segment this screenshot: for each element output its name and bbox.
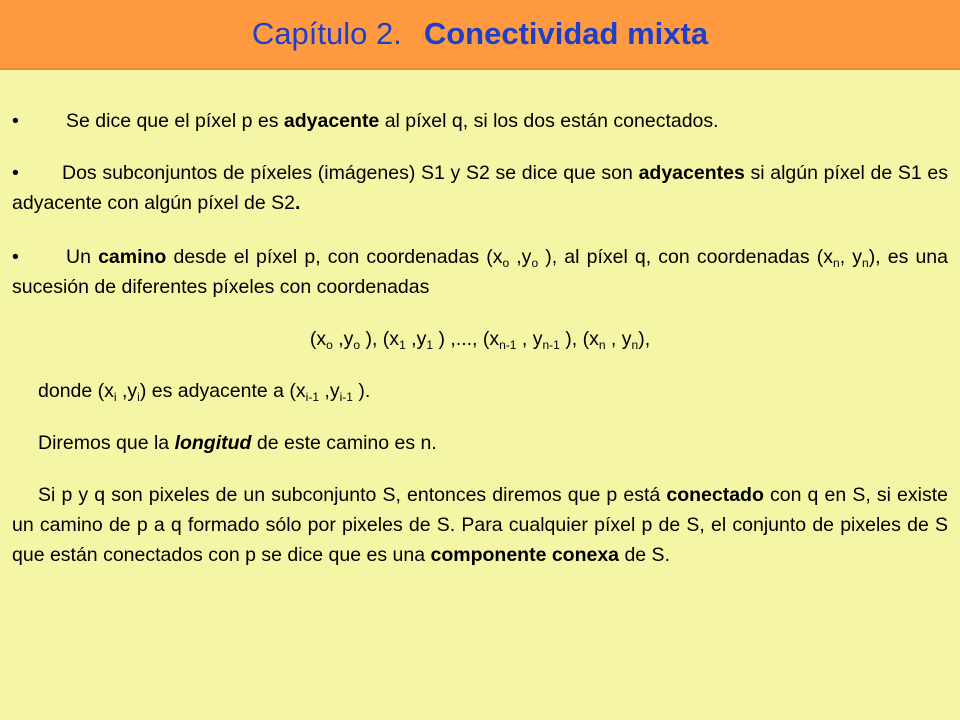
paragraph-adyacente <box>12 106 948 136</box>
text: ,y <box>116 380 138 402</box>
subscript: n <box>833 256 840 270</box>
text: Se dice que el píxel p es <box>66 110 284 132</box>
text: ,y <box>332 328 354 350</box>
coordinate-sequence <box>12 324 948 354</box>
bullet-marker: • <box>12 246 19 268</box>
text: de este camino es n. <box>251 432 437 454</box>
paragraph-camino <box>12 242 948 302</box>
term-conectado: conectado <box>666 484 764 506</box>
subscript: n <box>862 256 869 270</box>
text: ). <box>352 380 371 402</box>
text: ), (x <box>559 328 599 350</box>
term-adyacente: adyacente <box>283 110 380 132</box>
text: ,y <box>509 246 532 268</box>
text: ), es una sucesión de diferentes píxeles con coordenadas <box>12 246 948 298</box>
text: Si p y q son pixeles de un subconjunto S, entonces diremos que p está <box>38 484 667 506</box>
slide-title <box>252 16 708 52</box>
chapter-subject: Conectividad mixta <box>423 16 709 51</box>
text: ) es adyacente a (x <box>139 380 306 402</box>
subscript: n-1 <box>499 338 517 352</box>
text: si algún píxel de S1 es adyacente con algún píxel de S2 <box>12 162 948 214</box>
subscript: o <box>353 338 361 352</box>
subscript: o <box>531 256 539 270</box>
paragraph-conectado <box>12 480 948 570</box>
text: Dos subconjuntos de píxeles (imágenes) S1 y S2 se dice que son <box>62 162 639 184</box>
term-longitud: longitud <box>174 432 252 454</box>
bullet-marker: • <box>12 162 19 184</box>
text: , y <box>839 246 862 268</box>
text: ,y <box>405 328 427 350</box>
term-camino: camino <box>98 246 167 268</box>
slide-header <box>0 0 960 70</box>
text: desde el píxel p, con coordenadas (x <box>166 246 503 268</box>
text: . <box>294 192 301 214</box>
subscript: i <box>137 390 140 404</box>
slide-body <box>12 106 948 594</box>
text: donde (x <box>38 380 114 402</box>
subscript: i-1 <box>339 390 353 404</box>
subscript: n-1 <box>542 338 560 352</box>
subscript: i-1 <box>305 390 320 404</box>
subscript: o <box>502 256 510 270</box>
paragraph-longitud <box>12 428 948 458</box>
subscript: 1 <box>426 338 434 352</box>
text: , y <box>516 328 543 350</box>
paragraph-donde <box>12 376 948 406</box>
text: Un <box>66 246 99 268</box>
chapter-number: Capítulo 2. <box>251 16 402 51</box>
subscript: i <box>113 390 117 404</box>
text: Diremos que la <box>38 432 175 454</box>
text: ), (x <box>360 328 400 350</box>
text: (x <box>309 328 327 350</box>
text: al píxel q, si los dos están conectados. <box>379 110 719 132</box>
subscript: 1 <box>399 338 406 352</box>
text: ), <box>638 328 651 350</box>
term-componente-conexa: componente conexa <box>430 544 620 566</box>
subscript: n <box>631 338 639 352</box>
subscript: n <box>598 338 606 352</box>
text: , y <box>605 328 632 350</box>
text: de S. <box>619 544 670 566</box>
paragraph-subconjuntos <box>12 158 948 218</box>
term-adyacentes: adyacentes <box>638 162 745 184</box>
text: ), al píxel q, con coordenadas (x <box>538 246 834 268</box>
text: ,y <box>319 380 340 402</box>
text: ) ,..., (x <box>433 328 500 350</box>
subscript: o <box>326 338 333 352</box>
text: con q en S, si existe un camino de p a q formado sólo por pixeles de S. Para cualquier píxel p de S, el conjunto de pixeles de S que están conectados con p se dice que es una <box>12 484 949 566</box>
bullet-marker: • <box>12 110 19 132</box>
